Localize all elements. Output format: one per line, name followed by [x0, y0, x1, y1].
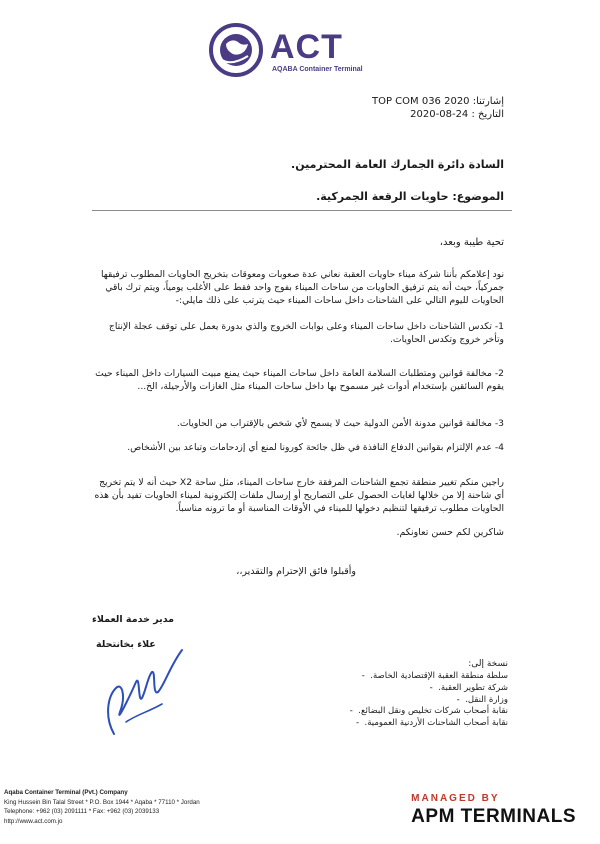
thanks-line: شاكرين لكم حسن تعاونكم. — [396, 527, 504, 538]
act-logo — [208, 22, 398, 86]
footer-website: http://www.act.com.jo — [4, 817, 63, 825]
logo-wordmark: ACT — [270, 28, 343, 66]
cc-item — [316, 683, 508, 695]
cc-list — [316, 671, 508, 730]
globe-emblem-icon — [208, 22, 264, 78]
subject-divider — [92, 210, 512, 211]
cc-item — [316, 671, 508, 683]
date-value: 2020-08-24 — [410, 109, 469, 120]
date-label: التاريخ : — [471, 109, 504, 120]
cc-item-text: وزارة النقل. — [465, 694, 508, 705]
greeting: تحية طيبة وبعد، — [439, 237, 504, 248]
apm-wordmark: APM TERMINALS — [411, 806, 576, 827]
signatory-name: علاء بخانتحلة — [96, 639, 156, 650]
logo-subtitle: AQABA Container Terminal — [272, 66, 363, 73]
cc-item-text: سلطة منطقة العقبة الإقتصادية الخاصة. — [370, 671, 508, 681]
footer-address: King Hussein Bin Talal Street * P.O. Box 1944 * Aqaba * 77110 * Jordan — [4, 798, 200, 806]
cc-bullet: - — [355, 718, 360, 729]
cc-item-text: نقابة أصحاب شركات تخليص ونقل البضائع. — [358, 706, 508, 717]
reference-line — [372, 96, 504, 107]
cc-item-text: شركة تطوير العقبة. — [438, 682, 508, 693]
cc-item — [316, 718, 508, 730]
list-item: 1- تكدس الشاحنات داخل ساحات الميناء وعلى بوابات الخروج والذي بدورة يعمل على توقف عجلة الإنتاج وتأخر خروج وتكدس الحاويات. — [108, 321, 504, 345]
closing-line: وأقبلوا فائق الإحترام والتقدير،، — [236, 566, 356, 577]
managed-by-label: MANAGED BY — [411, 793, 500, 804]
cc-label: نسخة إلى: — [468, 659, 508, 669]
cc-item — [316, 706, 508, 718]
cc-bullet: - — [456, 694, 460, 705]
handwritten-signature — [86, 626, 196, 746]
request-paragraph: راجين منكم تغيير منطقة تجمع الشاحنات المرفقة خارج ساحات الميناء، مثل ساحة X2 حيث أنه لا يتم تخريج أي شاحنة إلا من خلالها لغايات الحصول على التصاريح أو إرسال ملفات إلكترونية لميناء الحاويات تفيد بأن هذه الحاويات مطلوب ترفيقها لتنظيم دخولها للميناء في الأوقات المناسبة أو ما ترونه مناسباً. — [94, 477, 504, 514]
footer-company: Aqaba Container Terminal (Pvt.) Company — [4, 789, 128, 796]
cc-item — [316, 695, 508, 707]
cc-bullet: - — [349, 706, 353, 717]
signatory-title: مدير خدمة العملاء — [92, 614, 175, 625]
intro-paragraph: نود إعلامكم بأننا شركة ميناء حاويات العقبة نعاني عدة صعوبات ومعوقات بتخريج الحاويات المطلوب ترفيقها جمركياً، حيث أنه يتم ترفيق الحاويات من ساحات الميناء بفوج واحد فقط على الأغلب يومياً، ويتم ترك باقي الحاويات لليوم التالي على الشاحنات داخل ساحات الميناء حيث يترتب على ذلك مايلي:- — [100, 269, 504, 306]
recipient: السادة دائرة الجمارك العامة المحترمين. — [291, 158, 504, 171]
list-item: 4- عدم الإلتزام بقوانين الدفاع النافذة في ظل جائحة كورونا لمنع أي إزدحامات وتباعد بين الأشخاص. — [127, 442, 504, 453]
reference-label: إشارتنا: — [472, 96, 504, 107]
date-line — [410, 109, 504, 120]
footer-contact — [4, 788, 200, 826]
footer-phone: Telephone: +962 (03) 2091111 * Fax: +962 (03) 2039133 — [4, 808, 160, 815]
list-item: 2- مخالفة قوانين ومتطلبات السلامة العامة داخل ساحات الميناء حيث يمنع مبيت السيارات داخل الميناء حيث يقوم السائقين بإستخدام أدوات غير مسموح بها داخل ساحات الميناء مثل الغازات والأرجيلة، الخ... — [95, 368, 504, 392]
cc-bullet: - — [361, 671, 365, 681]
reference-number: TOP COM 036 2020 — [371, 96, 470, 107]
list-item: 3- مخالفة قوانين مدونة الأمن الدولية حيث لا يسمح لأي شخص بالإقتراب من الحاويات. — [176, 418, 504, 429]
subject-line: الموضوع: حاويات الرقعة الجمركية. — [316, 190, 504, 203]
apm-logo — [411, 793, 576, 828]
cc-bullet: - — [429, 682, 433, 693]
cc-item-text: نقابة أصحاب الشاحنات الأردنية العمومية. — [364, 718, 508, 729]
